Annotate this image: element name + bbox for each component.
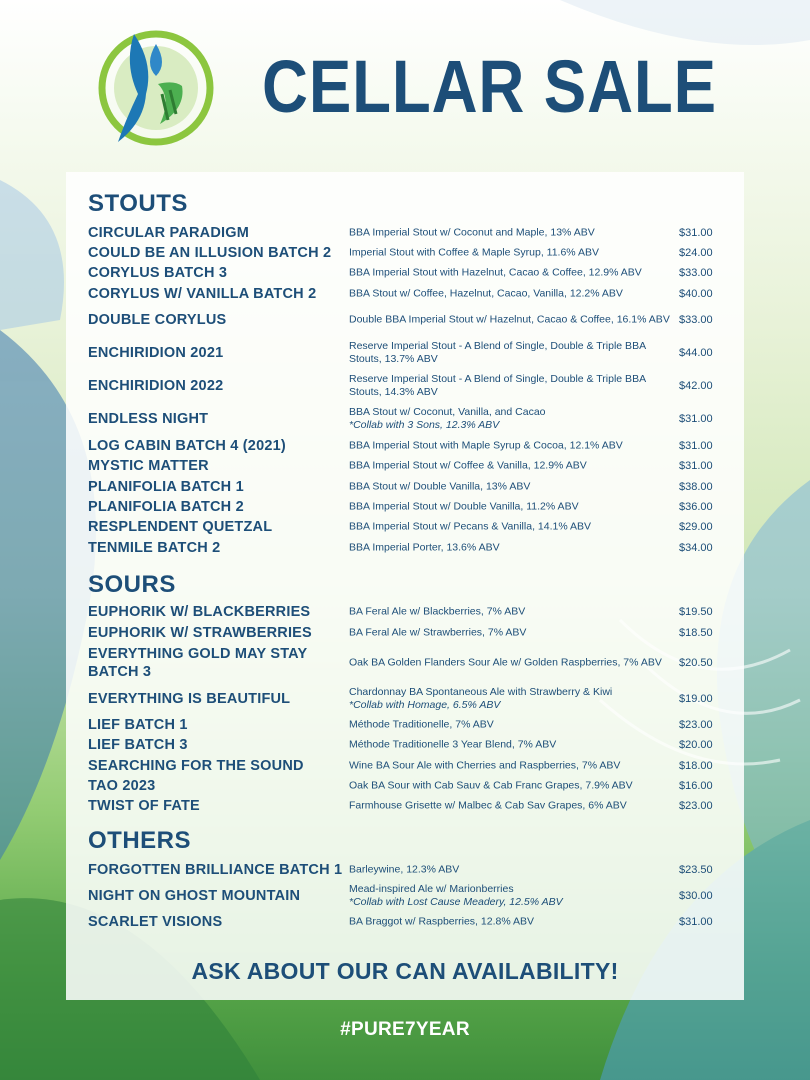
beer-name: LIEF BATCH 1: [88, 717, 188, 733]
beer-row: [88, 339, 738, 367]
beer-row: [88, 603, 738, 621]
beer-price: $31.00: [679, 413, 713, 425]
beer-row: [88, 624, 738, 642]
beer-row: [88, 457, 738, 475]
hashtag: #PURE7YEAR: [340, 1019, 470, 1040]
beer-row: [88, 437, 738, 455]
beer-price: $20.00: [679, 739, 713, 751]
beer-price: $33.00: [679, 314, 713, 326]
beer-row: [88, 645, 738, 681]
beer-name: EUPHORIK W/ STRAWBERRIES: [88, 625, 312, 641]
beer-description: Double BBA Imperial Stout w/ Hazelnut, Cacao & Coffee, 16.1% ABV: [349, 313, 670, 326]
beer-row: [88, 685, 738, 713]
beer-name: EVERYTHING IS BEAUTIFUL: [88, 691, 291, 707]
beer-description: BBA Imperial Stout w/ Coconut and Maple, 13% ABV: [349, 226, 595, 239]
beer-price: $19.50: [679, 606, 713, 618]
beer-description: BBA Imperial Stout with Hazelnut, Cacao & Coffee, 12.9% ABV: [349, 266, 642, 279]
beer-description: BBA Imperial Stout with Maple Syrup & Cocoa, 12.1% ABV: [349, 439, 623, 452]
beer-price: $30.00: [679, 890, 713, 902]
beer-row: [88, 882, 738, 910]
beer-name: CORYLUS BATCH 3: [88, 265, 228, 281]
beer-row: [88, 518, 738, 536]
beer-row: [88, 498, 738, 516]
beer-description: Oak BA Golden Flanders Sour Ale w/ Golden Raspberries, 7% ABV: [349, 656, 662, 669]
beer-row: [88, 224, 738, 242]
beer-description: BBA Stout w/ Double Vanilla, 13% ABV: [349, 480, 531, 493]
collab-note: *Collab with Lost Cause Meadery, 12.5% ABV: [349, 896, 563, 908]
beer-description: Barleywine, 12.3% ABV: [349, 863, 460, 876]
beer-name: LIEF BATCH 3: [88, 737, 188, 753]
beer-name: ENDLESS NIGHT: [88, 411, 209, 427]
beer-description: BBA Imperial Stout w/ Pecans & Vanilla, 14.1% ABV: [349, 520, 592, 533]
beer-description: BBA Stout w/ Coconut, Vanilla, and Cacao *Collab with 3 Sons, 12.3% ABV: [349, 406, 677, 432]
beer-name: COULD BE AN ILLUSION BATCH 2: [88, 245, 332, 261]
beer-name: TAO 2023: [88, 778, 156, 794]
beer-row: [88, 306, 738, 334]
beer-price: $19.00: [679, 693, 713, 705]
beer-description: Imperial Stout with Coffee & Maple Syrup, 11.6% ABV: [349, 246, 599, 259]
beer-row: [88, 405, 738, 433]
beer-price: $33.00: [679, 267, 713, 279]
beer-row: [88, 285, 738, 303]
beer-description: BA Braggot w/ Raspberries, 12.8% ABV: [349, 915, 535, 928]
section-heading-sours: SOURS: [88, 571, 176, 598]
beer-price: $23.00: [679, 719, 713, 731]
beer-price: $31.00: [679, 227, 713, 239]
page-title: CELLAR SALE: [262, 45, 717, 128]
beer-price: $44.00: [679, 347, 713, 359]
beer-name: LOG CABIN BATCH 4 (2021): [88, 438, 286, 454]
beer-description: Chardonnay BA Spontaneous Ale with Strawberry & Kiwi *Collab with Homage, 6.5% ABV: [349, 686, 677, 712]
beer-description: BBA Imperial Porter, 13.6% ABV: [349, 541, 500, 554]
beer-description: Méthode Traditionelle 3 Year Blend, 7% ABV: [349, 738, 557, 751]
beer-price: $34.00: [679, 542, 713, 554]
beer-name: TWIST OF FATE: [88, 798, 200, 814]
beer-name: PLANIFOLIA BATCH 1: [88, 479, 244, 495]
beer-name: PLANIFOLIA BATCH 2: [88, 499, 244, 515]
beer-description: BA Feral Ale w/ Strawberries, 7% ABV: [349, 626, 527, 639]
beer-row: [88, 797, 738, 815]
beer-row: [88, 757, 738, 775]
beer-price: $23.00: [679, 800, 713, 812]
beer-name: CIRCULAR PARADIGM: [88, 225, 250, 241]
beer-row: [88, 913, 738, 931]
beer-price: $31.00: [679, 440, 713, 452]
beer-price: $29.00: [679, 521, 713, 533]
collab-note: *Collab with Homage, 6.5% ABV: [349, 699, 501, 711]
section-heading-others: OTHERS: [88, 827, 192, 854]
beer-price: $18.50: [679, 627, 713, 639]
beer-description: Reserve Imperial Stout - A Blend of Single, Double & Triple BBA Stouts, 14.3% ABV: [349, 373, 646, 398]
beer-row: [88, 372, 738, 400]
beer-price: $31.00: [679, 460, 713, 472]
beer-name: EVERYTHING GOLD MAY STAY BATCH 3: [88, 646, 308, 680]
beer-name: FORGOTTEN BRILLIANCE BATCH 1: [88, 862, 343, 878]
beer-description: Wine BA Sour Ale with Cherries and Raspberries, 7% ABV: [349, 759, 621, 772]
beer-name: MYSTIC MATTER: [88, 458, 209, 474]
beer-row: [88, 716, 738, 734]
beer-price: $23.50: [679, 864, 713, 876]
beer-name: TENMILE BATCH 2: [88, 540, 221, 556]
beer-description: Oak BA Sour with Cab Sauv & Cab Franc Grapes, 7.9% ABV: [349, 779, 633, 792]
beer-description: Reserve Imperial Stout - A Blend of Single, Double & Triple BBA Stouts, 13.7% ABV: [349, 340, 646, 365]
beer-row: [88, 264, 738, 282]
beer-name: ENCHIRIDION 2022: [88, 378, 224, 394]
beer-name: CORYLUS W/ VANILLA BATCH 2: [88, 286, 317, 302]
beer-row: [88, 736, 738, 754]
beer-price: $18.00: [679, 760, 713, 772]
beer-name: SCARLET VISIONS: [88, 914, 223, 930]
beer-row: [88, 861, 738, 879]
beer-description: Méthode Traditionelle, 7% ABV: [349, 718, 494, 731]
section-heading-stouts: STOUTS: [88, 190, 188, 217]
beer-row: [88, 539, 738, 557]
beer-name: SEARCHING FOR THE SOUND: [88, 758, 304, 774]
beer-price: $38.00: [679, 481, 713, 493]
beer-price: $40.00: [679, 288, 713, 300]
beer-description: Mead-inspired Ale w/ Marionberries *Collab with Lost Cause Meadery, 12.5% ABV: [349, 883, 677, 909]
beer-name: DOUBLE CORYLUS: [88, 312, 227, 328]
beer-price: $24.00: [679, 247, 713, 259]
beer-row: [88, 478, 738, 496]
beer-name: EUPHORIK W/ BLACKBERRIES: [88, 604, 311, 620]
beer-description: BBA Imperial Stout w/ Double Vanilla, 11.2% ABV: [349, 500, 579, 513]
can-availability-banner: ASK ABOUT OUR CAN AVAILABILITY!: [191, 958, 619, 984]
beer-name: NIGHT ON GHOST MOUNTAIN: [88, 888, 301, 904]
beer-name: RESPLENDENT QUETZAL: [88, 519, 273, 535]
beer-description: BA Feral Ale w/ Blackberries, 7% ABV: [349, 605, 526, 618]
beer-price: $31.00: [679, 916, 713, 928]
beer-row: [88, 777, 738, 795]
beer-description: BBA Stout w/ Coffee, Hazelnut, Cacao, Vanilla, 12.2% ABV: [349, 287, 623, 300]
beer-row: [88, 244, 738, 262]
beer-price: $42.00: [679, 380, 713, 392]
beer-price: $16.00: [679, 780, 713, 792]
beer-price: $36.00: [679, 501, 713, 513]
collab-note: *Collab with 3 Sons, 12.3% ABV: [349, 419, 500, 431]
beer-description: BBA Imperial Stout w/ Coffee & Vanilla, 12.9% ABV: [349, 459, 587, 472]
beer-price: $20.50: [679, 657, 713, 669]
brewery-logo: [96, 24, 216, 149]
beer-name: ENCHIRIDION 2021: [88, 345, 224, 361]
beer-description: Farmhouse Grisette w/ Malbec & Cab Sav Grapes, 6% ABV: [349, 799, 627, 812]
